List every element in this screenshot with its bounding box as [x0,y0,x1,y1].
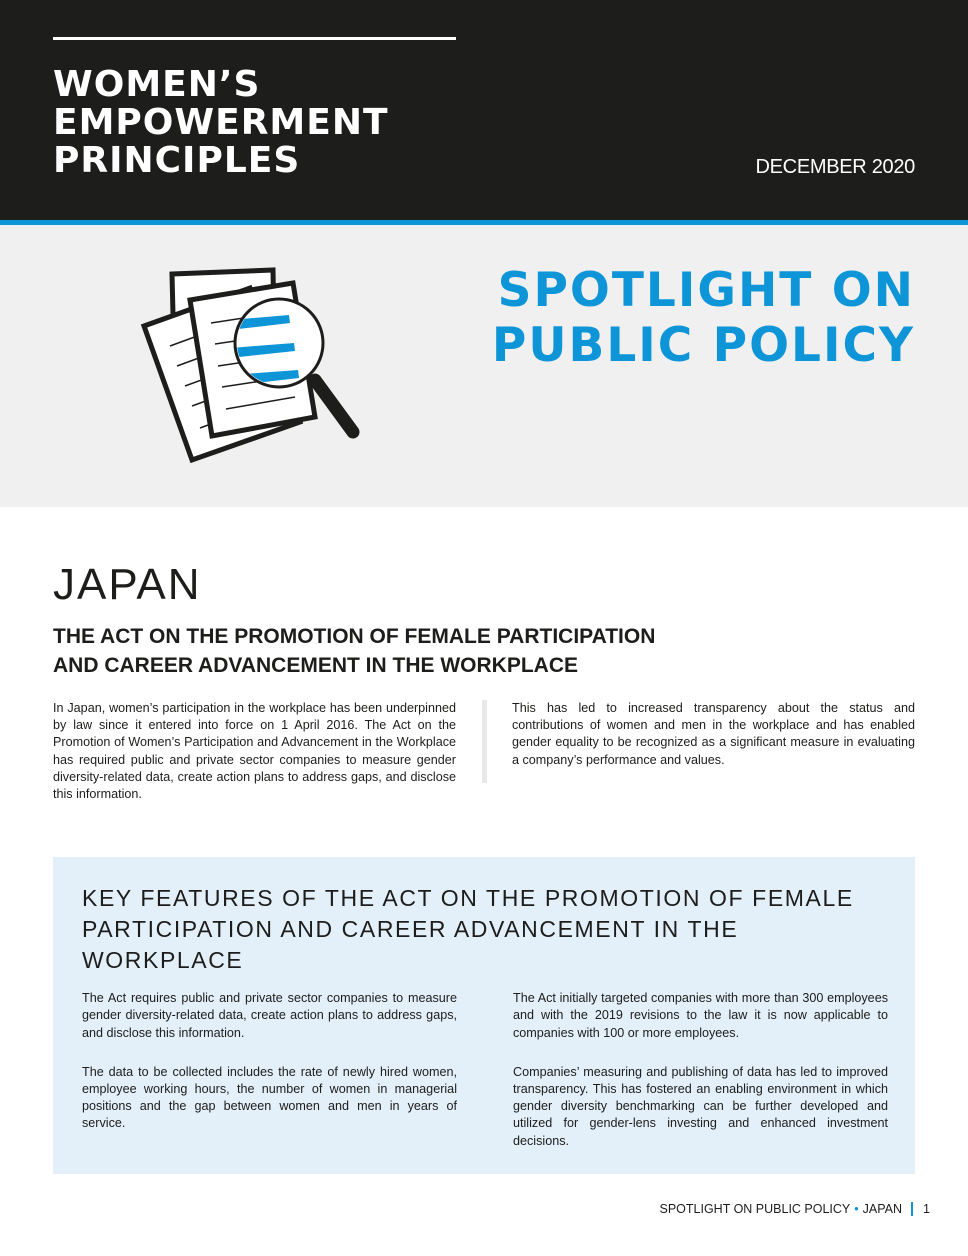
footer-divider [911,1202,913,1216]
key-features-title [82,883,886,976]
key-features-grid [82,990,886,1150]
intro-columns [53,700,915,803]
page-footer [659,1202,930,1216]
header-rule [53,37,456,40]
header-banner [0,0,968,220]
publication-date: DECEMBER 2020 [755,156,915,178]
footer-country: JAPAN [862,1202,903,1216]
country-heading: JAPAN [53,560,202,609]
brand-line: WOMEN’S [53,64,261,105]
main-content [53,560,915,1174]
key-features-title-line: KEY FEATURES OF THE ACT ON THE PROMOTION OF FEMALE [82,885,854,912]
brand-line: EMPOWERMENT [53,102,389,143]
key-features-box [53,857,915,1174]
feature-item: The Act initially targeted companies with more than 300 employees and with the 2019 revisions to the law it is now applicable to companies with 100 or more employees. [513,991,888,1040]
feature-item: The data to be collected includes the rate of newly hired women, employee working hours, the number of women in managerial positions and the gap between women and men in years of service. [82,1064,457,1131]
hero-section [0,225,968,507]
spotlight-line: PUBLIC POLICY [491,318,915,373]
spotlight-line: SPOTLIGHT ON [497,263,915,318]
feature-item: The Act requires public and private sector companies to measure gender diversity-related data, create action plans to address gaps, and disclose this information. [82,991,457,1040]
feature-item: Companies’ measuring and publishing of data has led to improved transparency. This has fostered an enabling environment in which gender diversity benchmarking can be further developed and utilized for gender-lens investing and enhanced investment decisions. [513,1064,888,1148]
act-title-line: AND CAREER ADVANCEMENT IN THE WORKPLACE [53,654,578,677]
key-features-title-line: PARTICIPATION AND CAREER ADVANCEMENT IN THE WORKPLACE [82,916,739,974]
intro-paragraph-left: In Japan, women’s participation in the workplace has been underpinned by law since it entered into force on 1 April 2016. The Act on the Promotion of Women’s Participation and Advancement in the Workplace has required public and private sector companies to measure gender diversity-related data, create action plans to address gaps, and disclose this information. [53,701,456,802]
intro-paragraph-right: This has led to increased transparency about the status and contributions of women and men in the workplace and has enabled gender equality to be recognized as a significant measure in evaluating a company’s performance and values. [512,701,915,767]
brand-line: PRINCIPLES [53,140,301,181]
act-title-line: THE ACT ON THE PROMOTION OF FEMALE PARTICIPATION [53,625,656,648]
spotlight-title [492,263,915,373]
act-title [53,622,915,680]
page-number: 1 [923,1202,930,1216]
documents-magnifier-icon [130,260,370,470]
brand-title [53,66,389,180]
footer-title: SPOTLIGHT ON PUBLIC POLICY [659,1202,851,1216]
footer-separator-dot: • [854,1202,859,1216]
column-divider [482,700,487,783]
